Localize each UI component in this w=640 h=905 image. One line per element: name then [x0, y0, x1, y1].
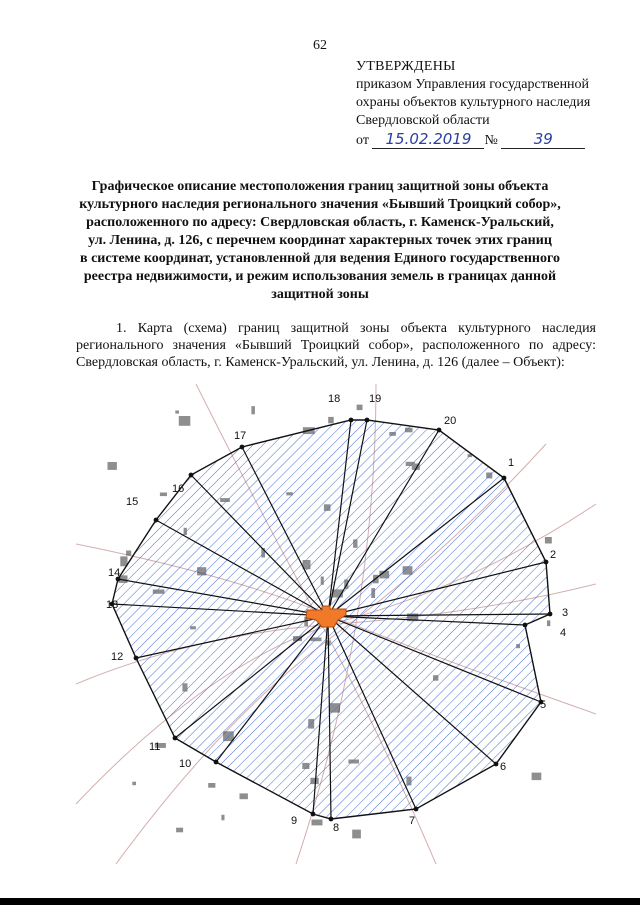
paragraph-line: Свердловская область, г. Каменск-Уральский, ул. Ленина, д. 126 (далее – Объект):	[76, 355, 565, 370]
boundary-point-label: 11	[149, 741, 161, 753]
title-line: защитной зоны	[271, 287, 369, 302]
title-line: Графическое описание местоположения границ защитной зоны объекта	[91, 179, 549, 194]
building-marker	[532, 773, 542, 781]
boundary-point	[189, 473, 194, 478]
title-line: реестра недвижимости, и режим использования земель в границах данной	[83, 269, 557, 284]
boundary-point	[548, 612, 553, 617]
building-marker	[126, 551, 131, 556]
title-line: ул. Ленина, д. 126, с перечнем координат характерных точек этих границ	[88, 233, 552, 248]
building-marker	[208, 783, 215, 788]
boundary-point-label: 12	[111, 651, 124, 663]
boundary-point	[349, 418, 354, 423]
approval-line-2: охраны объектов культурного наследия	[356, 95, 591, 110]
title-line: расположенного по адресу: Свердловская область, г. Каменск-Уральский,	[86, 215, 554, 230]
boundary-point-label: 2	[550, 549, 557, 561]
boundary-point	[154, 518, 159, 523]
approval-date: 15.02.2019	[372, 130, 484, 149]
boundary-point	[523, 623, 528, 628]
approval-line-3: Свердловской области	[356, 113, 490, 128]
boundary-point	[240, 445, 245, 450]
building-marker	[108, 462, 117, 470]
boundary-point-label: 14	[108, 567, 121, 579]
boundary-point-label: 10	[179, 758, 192, 770]
approval-signature-row	[356, 130, 626, 150]
boundary-point-label: 7	[409, 815, 416, 827]
building-marker	[160, 493, 167, 497]
building-marker	[357, 405, 363, 411]
building-marker	[179, 416, 191, 426]
title-line: в системе координат, установленной для ведения Единого государственного	[80, 251, 560, 266]
boundary-point	[414, 807, 419, 812]
boundary-point	[494, 762, 499, 767]
boundary-point-label: 20	[444, 415, 457, 427]
boundary-point	[544, 560, 549, 565]
boundary-point-label: 1	[508, 457, 515, 469]
boundary-point-label: 4	[560, 627, 567, 639]
page-number: 62	[313, 38, 327, 53]
approval-line-1: приказом Управления государственной	[356, 77, 590, 92]
building-marker	[221, 815, 224, 821]
boundary-point-label: 17	[234, 430, 247, 442]
number-prefix: №	[484, 133, 498, 148]
boundary-point-label: 13	[106, 599, 119, 611]
boundary-point	[437, 428, 442, 433]
boundary-point	[502, 476, 507, 481]
building-marker	[176, 828, 183, 833]
boundary-point	[311, 812, 316, 817]
title-line: культурного наследия регионального значения «Бывший Троицкий собор»,	[79, 197, 561, 212]
approval-number: 39	[501, 130, 585, 149]
boundary-point-label: 6	[500, 761, 507, 773]
boundary-point-label: 8	[333, 822, 340, 834]
building-marker	[547, 620, 550, 626]
boundary-point	[134, 656, 139, 661]
building-marker	[545, 537, 552, 544]
building-marker	[352, 830, 361, 839]
building-marker	[132, 782, 136, 786]
boundary-point-label: 3	[562, 607, 569, 619]
map-caption-paragraph	[76, 320, 596, 371]
boundary-point-label: 18	[328, 393, 341, 405]
approval-block	[356, 58, 626, 150]
boundary-point-label: 5	[540, 699, 547, 711]
boundary-point	[365, 418, 370, 423]
building-marker	[175, 411, 179, 414]
building-marker	[328, 417, 334, 423]
building-marker	[240, 793, 248, 799]
boundary-point	[329, 817, 334, 822]
boundary-point-label: 9	[291, 815, 298, 827]
boundary-point-label: 16	[172, 483, 185, 495]
paragraph-line: регионального значения «Бывший Троицкий собор», расположенного по адресу:	[76, 338, 596, 353]
scan-bottom-edge	[0, 898, 640, 905]
boundary-point-label: 19	[369, 393, 382, 405]
approval-heading: УТВЕРЖДЕНЫ	[356, 59, 456, 74]
building-marker	[251, 406, 255, 414]
protection-zone-map	[76, 384, 596, 864]
boundary-point	[214, 760, 219, 765]
document-title	[60, 178, 580, 304]
building-marker	[312, 820, 323, 826]
paragraph-line: 1. Карта (схема) границ защитной зоны объекта культурного наследия	[116, 321, 596, 336]
boundary-point-label: 15	[126, 496, 139, 508]
date-prefix: от	[356, 133, 369, 148]
boundary-point	[173, 736, 178, 741]
